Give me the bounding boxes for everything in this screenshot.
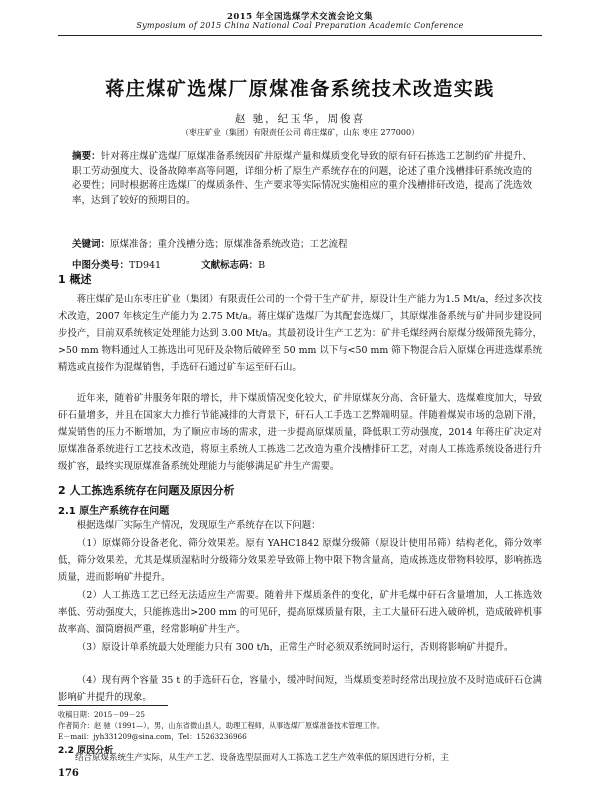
journal-header-cn: 2015 年全国选煤学术交流会论文集 [226,12,374,22]
footnote-author-bio: 作者简介：赵 驰（1991—），男，山东省微山县人，助理工程师，从事选煤厂原煤准备技术管理工作。 [58,721,385,730]
affiliation: （枣庄矿业（集团）有限责任公司 蒋庄煤矿，山东 枣庄 277000） [180,128,420,137]
paper-title: 蒋庄煤矿选煤厂原煤准备系统技术改造实践 [105,78,495,100]
problem-item-4: （4）现有两个容量 35 t 的手选矸石仓，容量小，缓冲时间短，当煤质变差时经常出现拉放不及时造成矸石仓满影响矿井提升的现象。 [58,675,542,703]
clc-value: TD941 [129,260,162,271]
subsection-2-2-para: 结合原煤系统生产实际，从生产工艺、设备选型层面对人工拣选工艺生产效率低的原因进行分析，主 [75,753,450,763]
classification [72,257,532,271]
section-2-title: 2 人工拣选系统存在问题及原因分析 [58,484,235,497]
doc-code-label: 文献标志码： [201,260,259,271]
footnote-contact: E－mail：jyh331209@sina.com，Tel：15263236966 [58,732,247,741]
keywords-text: 原煤准备；重介浅槽分选；原煤准备系统改造；工艺流程 [110,239,348,250]
problem-item-1: （1）原煤筛分设备老化、筛分效果差。原有 YAHC1842 原煤分级筛（原设计使用吊筛）结构老化，筛分效率低，筛分效果差，尤其是煤质湿粘时分级筛分效果差导致筛上物中限下物含量高，造成拣选皮带物料较厚，影响拣选质量，进而影响矿井提升。 [58,538,542,583]
subsection-2-1-intro: 根据选煤厂实际生产情况，发现原生产系统存在以下问题： [76,520,321,531]
authors: 赵 驰，纪玉华，周俊喜 [234,113,366,125]
journal-header-en: Symposium of 2015 China National Coal Preparation Academic Conference [136,21,464,30]
subsection-2-1-title: 2.1 原生产系统存在问题 [58,506,170,517]
subsection-2-2-title: 2.2 原因分析 [58,746,114,756]
abstract-label: 摘要： [72,151,101,162]
section-1-title: 1 概述 [58,273,92,286]
footnote-received: 收稿日期：2015－09－25 [58,710,145,719]
keywords-label: 关键词： [72,239,111,250]
page-number: 176 [58,768,79,779]
keywords [72,238,532,252]
footnote-rule [58,705,168,706]
doc-code-value: B [258,260,266,271]
section-1-para-1: 蒋庄煤矿是山东枣庄矿业（集团）有限责任公司的一个骨干生产矿井，原设计生产能力为1.5 Mt/a，经过多次技术改造，2007 年核定生产能力为 2.75 Mt/a。蒋庄煤矿选煤厂为其配套选煤厂，其原煤准备系统与矿井同步建设同步投产，目前双系统核定处理能力达到 3.00 Mt/a。其最初设计生产工艺为：矿井毛煤经两台原煤分级筛预先筛分，>50 mm 物料通过人工拣选出可见矸及杂物后破碎至 50 mm 以下与<50 mm 筛下物混合后入原煤仓再进选煤系统精选或直接作为混煤销售，手选矸石通过矿车运至矸石山。 [58,294,542,373]
abstract-text: 针对蒋庄煤矿选煤厂原煤准备系统因矿井原煤产量和煤质变化导致的原有矸石拣选工艺制约矿井提升、职工劳动强度大、设备故障率高等问题，详细分析了原生产系统存在的问题，论述了重介浅槽排矸系统改造的必要性；同时根据蒋庄选煤厂的煤质条件、生产要求等实际情况实施相应的重介浅槽排矸改造，提高了洗选效率，达到了较好的预期目的。 [72,151,532,206]
clc-label: 中图分类号： [72,260,130,271]
problem-item-3: （3）原设计单系统最大处理能力只有 300 t/h，正常生产时必须双系统同时运行，否则将影响矿井提升。 [76,642,514,653]
section-1-para-2: 近年来，随着矿井服务年限的增长，井下煤质情况变化较大，矿井原煤灰分高、含矸量大、选煤难度加大，导致矸石量增多，并且在国家大力推行节能减排的大背景下，矸石人工手选工艺弊端明显。伴随着煤炭市场的急剧下滑，煤炭销售的压力不断增加，为了顺应市场的需求，进一步提高原煤质量，降低职工劳动强度，2014 年蒋庄矿决定对原煤准备系统进行工艺技术改造，将原主系统人工拣选二艺改造为重介浅槽排矸工艺，对南人工拣选系统设备进行升级扩容，最终实现原煤准备系统处理能力与能够满足矿井生产需要。 [58,393,542,472]
problem-item-2: （2）人工拣选工艺已经无法适应生产需要。随着井下煤质条件的变化，矿井毛煤中矸石含量增加，人工拣选效率低、劳动强度大，只能拣选出>200 mm 的可见矸，提高原煤质量有限，主工大量矸石进入破碎机，造成破碎机事故率高、溜筒磨损严重，经常影响矿井生产。 [58,590,542,635]
header-rule [58,35,542,36]
abstract [72,150,532,208]
